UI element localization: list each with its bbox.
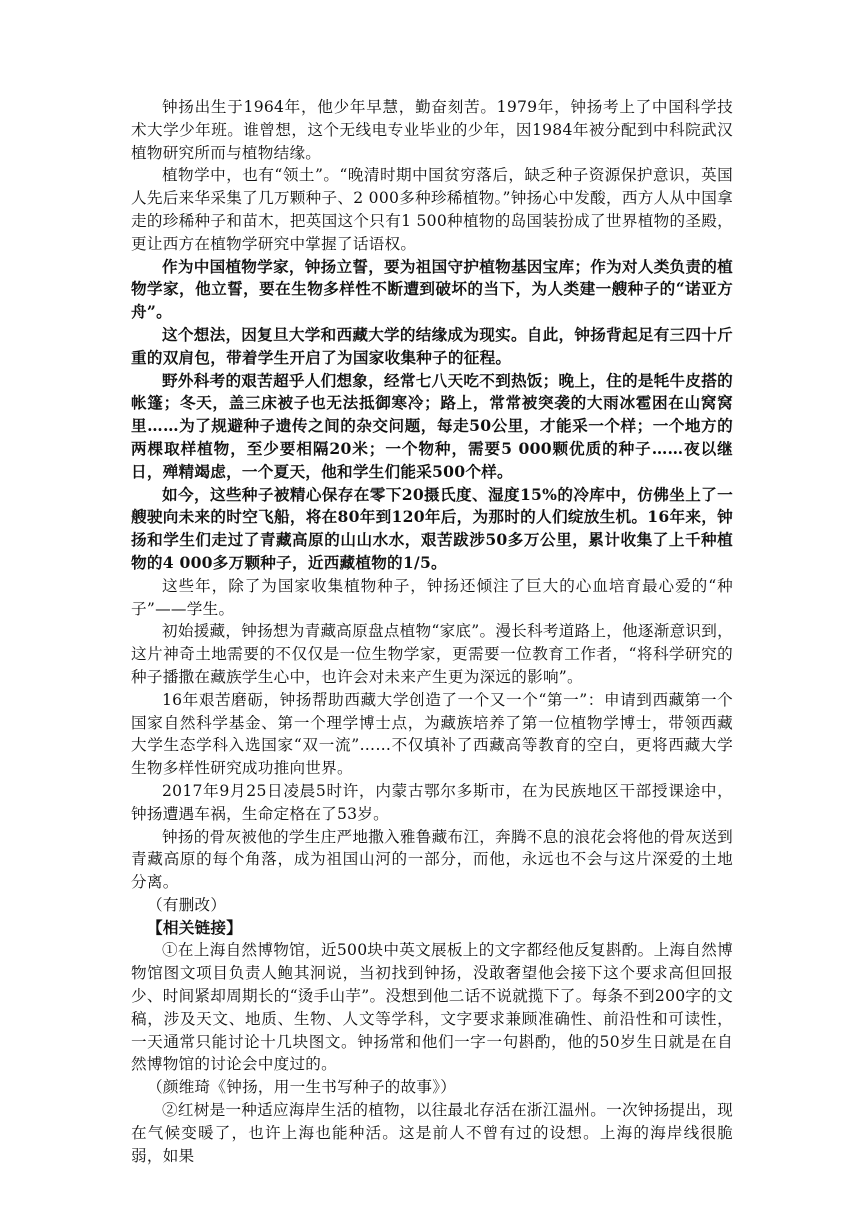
paragraph-4: 这个想法，因复旦大学和西藏大学的结缘成为现实。自此，钟扬背起足有三四十斤重的双肩包，带着学生开启了为国家收集种子的征程。 [131, 324, 733, 367]
edit-note: （有删改） [147, 895, 227, 914]
document-page [131, 96, 733, 1167]
related-source-1: （颜维琦《钟扬，用一生书写种子的故事》） [147, 1078, 457, 1097]
paragraph-1: 钟扬出生于1964年，他少年早慧，勤奋刻苦。1979年，钟扬考上了中国科学技术大学少年班。谁曾想，这个无线电专业毕业的少年，因1984年被分配到中科院武汉植物研究所而与植物结缘。 [131, 98, 733, 162]
related-item-1: ①在上海自然博物馆，近500块中英文展板上的文字都经他反复斟酌。上海自然博物馆图文项目负责人鲍其泂说，当初找到钟扬，没敢奢望他会接下这个要求高但回报少、时间紧却周期长的“烫手山芋”。没想到他二话不说就揽下了。每条不到200字的文稿，涉及天文、地质、生物、人文等学科，文字要求兼顾准确性、前沿性和可读性，一天通常只能讨论十几块图文。钟扬常和他们一字一句斟酌，他的50岁生日就是在自然博物馆的讨论会中度过的。 [131, 941, 733, 1074]
paragraph-11: 钟扬的骨灰被他的学生庄严地撒入雅鲁藏布江，奔腾不息的浪花会将他的骨灰送到青藏高原的每个角落，成为祖国山河的一部分，而他，永远也不会与这片深爱的土地分离。 [131, 827, 733, 892]
paragraph-9: 16年艰苦磨砺，钟扬帮助西藏大学创造了一个又一个“第一”：申请到西藏第一个国家自然科学基金、第一个理学博士点，为藏族培养了第一位植物学博士，带领西藏大学生态学科入选国家“双一流”……不仅填补了西藏高等教育的空白，更将西藏大学生物多样性研究成功推向世界。 [131, 690, 733, 778]
paragraph-2: 植物学中，也有“领土”。“晚清时期中国贫穷落后，缺乏种子资源保护意识，英国人先后来华采集了几万颗种子、2 000多种珍稀植物。”钟扬心中发酸，西方人从中国拿走的珍稀种子和苗木，把英国这个只有1 500种植物的岛国装扮成了世界植物的圣殿，更让西方在植物学研究中掌握了话语权。 [131, 166, 733, 253]
related-item-2: ②红树是一种适应海岸生活的植物，以往最北存活在浙江温州。一次钟扬提出，现在气候变暖了，也许上海也能种活。这是前人不曾有过的设想。上海的海岸线很脆弱，如果 [131, 1101, 733, 1165]
paragraph-6: 如今，这些种子被精心保存在零下20摄氏度、湿度15%的冷库中，仿佛坐上了一艘驶向未来的时空飞船，将在80年到120年后，为那时的人们绽放生机。16年来，钟扬和学生们走过了青藏高原的山山水水，艰苦跋涉50多万公里，累计收集了上千种植物的4 000多万颗种子，近西藏植物的1/5。 [131, 484, 733, 572]
related-links-heading: 【相关链接】 [147, 917, 243, 937]
paragraph-8: 初始援藏，钟扬想为青藏高原盘点植物“家底”。漫长科考道路上，他逐渐意识到，这片神奇土地需要的不仅仅是一位生物学家，更需要一位教育工作者，“将科学研究的种子播撒在藏族学生心中，也许会对未来产生更为深远的影响”。 [131, 622, 733, 686]
paragraph-10: 2017年9月25日凌晨5时许，内蒙古鄂尔多斯市，在为民族地区干部授课途中，钟扬遭遇车祸，生命定格在了53岁。 [131, 781, 733, 823]
paragraph-3: 作为中国植物学家，钟扬立誓，要为祖国守护植物基因宝库；作为对人类负责的植物学家，他立誓，要在生物多样性不断遭到破坏的当下，为人类建一艘种子的“诺亚方舟”。 [131, 256, 733, 322]
paragraph-5: 野外科考的艰苦超乎人们想象，经常七八天吃不到热饭；晚上，住的是牦牛皮搭的帐篷；冬天，盖三床被子也无法抵御寒冷；路上，常常被突袭的大雨冰雹困在山窝窝里……为了规避种子遗传之间的杂交问题，每走50公里，才能采一个样；一个地方的两棵取样植物，至少要相隔20米；一个物种，需要5 000颗优质的种子……夜以继日，殚精竭虑，一个夏天，他和学生们能采500个样。 [131, 370, 733, 481]
paragraph-7: 这些年，除了为国家收集植物种子，钟扬还倾注了巨大的心血培育最心爱的“种子”——学生。 [131, 576, 733, 618]
